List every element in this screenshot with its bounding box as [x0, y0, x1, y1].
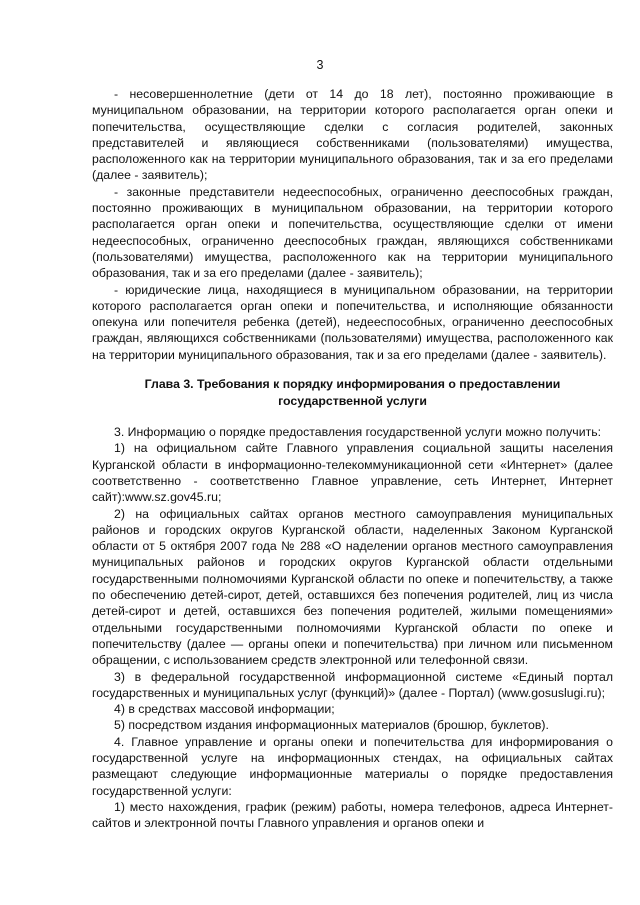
paragraph-item-3-5: 5) посредством издания информационных материалов (брошюр, буклетов). — [114, 718, 549, 733]
paragraph-item-3-4: 4) в средствах массовой информации; — [114, 702, 335, 717]
paragraph-legal-entities: - юридические лица, находящиеся в муниципальном образовании, на территории которого располагается орган опеки и попечительства, и исполняющие обязанности опекуна или попечителя ребенка (детей), недееспособных, ограниченно дееспособных граждан, являющихся собственниками (пользователями) имущества, расположенного как на территории муниципального образования, так и за его пределами (далее - заявитель). — [92, 282, 613, 362]
paragraph-item-3-2: 2) на официальных сайтах органов местного самоуправления муниципальных районов и городских округов Курганской области, наделенных Законом Курганской области от 5 октября 2007 года № 288 «О наделении органов местного самоуправления муниципальных районов и городских округов Курганской области отдельными государственными полномочиями Курганской области по опеке и попечительству, а также по обеспечению детей-сирот, детей, оставшихся без попечения родителей, лиц из числа детей-сирот и детей, оставшихся без попечения родителей, жилыми помещениями» отдельными государственными полномочиями Курганской области по опеке и попечительству (далее — органы опеки и попечительства) при личном или письменном обращении, с использованием средств электронной или телефонной связи. — [92, 506, 613, 668]
paragraph-item-3-3: 3) в федеральной государственной информационной системе «Единый портал государственных и муниципальных услуг (функций)» (далее - Портал) (www.gosuslugi.ru); — [92, 669, 613, 700]
paragraph-item-3: 3. Информацию о порядке предоставления государственной услуги можно получить: — [114, 425, 602, 440]
paragraph-minors: - несовершеннолетние (дети от 14 до 18 лет), постоянно проживающие в муниципальном образовании, на территории которого располагается орган опеки и попечительства, осуществляющие сделки с согласия родителей, законных представителей и являющиеся собственниками (пользователями) имущества, расположенного как на территории муниципального образования, так и за его пределами (далее - заявитель); — [92, 87, 613, 183]
paragraph-item-4-1: 1) место нахождения, график (режим) работы, номера телефонов, адреса Интернет-сайтов и электронной почты Главного управления и органов опеки и — [92, 799, 613, 831]
paragraph-legal-representatives: - законные представители недееспособных, ограниченно дееспособных граждан, постоянно проживающих в муниципальном образовании, на территории которого располагается орган опеки и попечительства, осуществляющие сделки от имени недееспособных, ограниченно дееспособных граждан, являющихся собственниками (пользователями) имущества, расположенного как на территории муниципального образования, так и за его пределами (далее - заявитель); — [92, 184, 613, 281]
chapter-heading: Глава 3. Требования к порядку информирования о предоставлении государственной услуги — [144, 377, 561, 408]
paragraph-item-4: 4. Главное управление и органы опеки и попечительства для информирования о государственной услуге на информационных стендах, на официальных сайтах размещают следующие информационные материалы о порядке предоставления государственной услуги: — [92, 734, 613, 798]
page-number: 3 — [316, 58, 324, 72]
document-body — [92, 86, 613, 831]
paragraph-item-3-1: 1) на официальном сайте Главного управления социальной защиты населения Курганской области в информационно-телекоммуникационной сети «Интернет» (далее соответственно - соответственно Главное управление, сеть Интернет, Интернет сайт):www.sz.gov45.ru; — [92, 441, 613, 505]
